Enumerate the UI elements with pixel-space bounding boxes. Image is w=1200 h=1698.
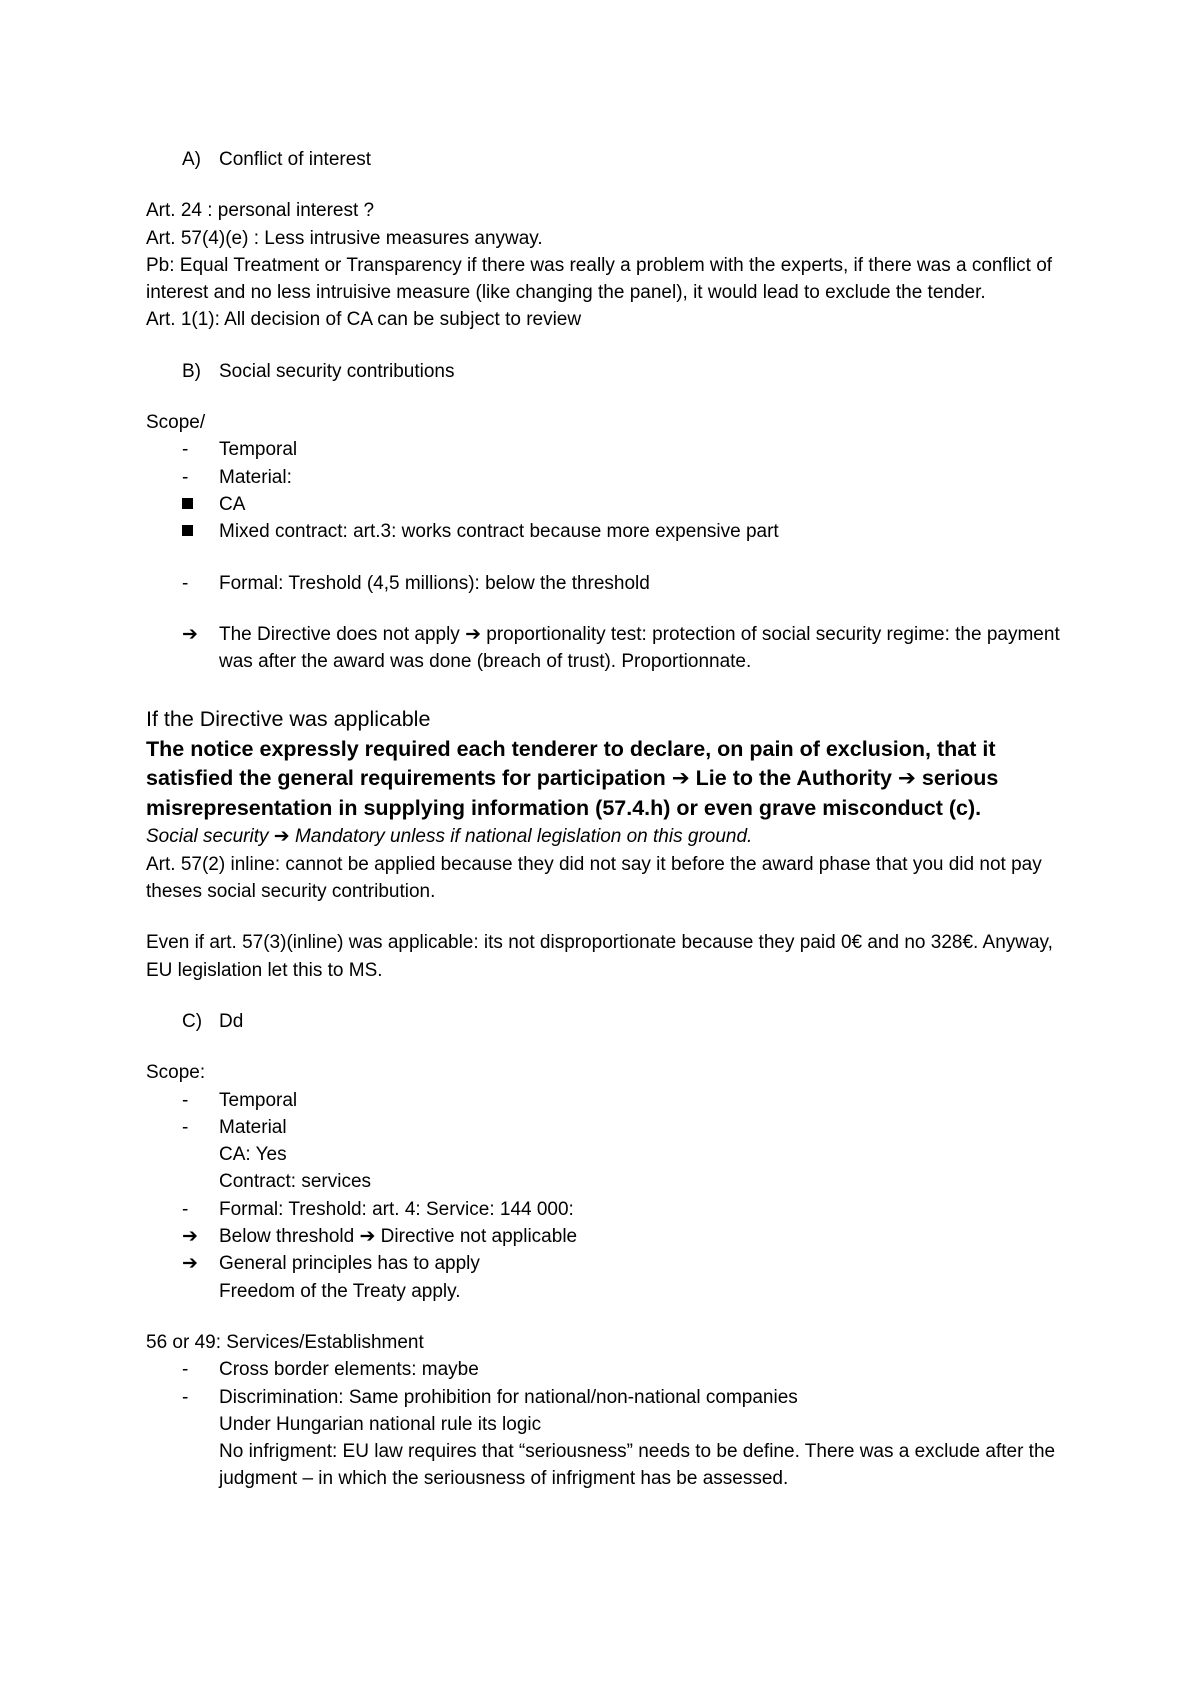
list-item: - Cross border elements: maybe — [146, 1356, 1076, 1383]
paragraph: Art. 57(4)(e) : Less intrusive measures anyway. — [146, 227, 543, 249]
list-item: - Material — [146, 1114, 1076, 1141]
notice-paragraph: The notice expressly required each tenderer to declare, on pain of exclusion, that it satisfied the general requirements for participation ➔ Lie to the Authority ➔ serious misrepresentation in supplying information (57.4.h) or even grave misconduct (c). — [146, 736, 999, 820]
italic-note: Social security ➔ Mandatory unless if national legislation on this ground. — [146, 826, 753, 848]
arrow-icon: ➔ — [359, 1226, 376, 1248]
square-bullet-icon — [182, 498, 193, 509]
dash-bullet: - — [182, 1116, 189, 1138]
section-b-label: B) — [182, 360, 201, 382]
paragraph: Even if art. 57(3)(inline) was applicable: its not disproportionate because they paid 0€ and no 328€. Anyway, EU legislation let this to MS. — [146, 932, 1053, 981]
dash-bullet: - — [182, 1089, 189, 1111]
indented-line: Freedom of the Treaty apply. — [219, 1280, 461, 1302]
section-c-heading — [146, 1008, 1076, 1035]
arrow-icon: ➔ — [182, 1253, 198, 1275]
list-item: Mixed contract: art.3: works contract because more expensive part — [146, 518, 1076, 545]
section-c-title: Dd — [219, 1010, 244, 1032]
paragraph: Art. 57(2) inline: cannot be applied because they did not say it before the award phase that you did not pay theses social security contribution. — [146, 853, 1042, 903]
arrow-list-item: ➔ Below threshold ➔ Directive not applicable — [146, 1223, 1076, 1250]
arrow-list-item: ➔ The Directive does not apply ➔ proportionality test: protection of social security regime: the payment was after the award was done (breach of trust). Proportionnate. — [146, 621, 1076, 676]
arrow-icon: ➔ — [465, 623, 481, 645]
section-a-label: A) — [182, 149, 201, 170]
section-c-label: C) — [182, 1010, 203, 1032]
list-item: - Formal: Treshold (4,5 millions): below the threshold — [146, 570, 1076, 597]
dash-bullet: - — [182, 572, 189, 594]
scope-label: Scope/ — [146, 412, 206, 434]
section-a-heading — [146, 146, 1076, 173]
document-body — [146, 146, 1076, 1493]
list-item: - Discrimination: Same prohibition for national/non-national companies — [146, 1384, 1076, 1411]
list-item: CA — [146, 491, 1076, 518]
section-a-title: Conflict of interest — [219, 149, 372, 170]
paragraph: Art. 1(1): All decision of CA can be subject to review — [146, 309, 582, 331]
section-b-title: Social security contributions — [219, 360, 455, 382]
dash-bullet: - — [182, 466, 189, 488]
arrow-icon: ➔ — [671, 766, 690, 791]
paragraph: 56 or 49: Services/Establishment — [146, 1331, 424, 1353]
dash-bullet: - — [182, 1386, 189, 1408]
subheading: If the Directive was applicable — [146, 707, 431, 732]
list-item: - Material: — [146, 464, 1076, 491]
list-item: - Formal: Treshold: art. 4: Service: 144 000: — [146, 1196, 1076, 1223]
square-bullet-icon — [182, 525, 193, 536]
arrow-list-item: ➔ General principles has to apply — [146, 1250, 1076, 1277]
paragraph: Art. 24 : personal interest ? — [146, 200, 375, 222]
indented-line: CA: Yes — [219, 1144, 287, 1166]
paragraph: Pb: Equal Treatment or Transparency if there was really a problem with the experts, if there was a conflict of interest and no less intruisive measure (like changing the panel), it would lead to exclude the tender. — [146, 254, 1053, 304]
arrow-icon: ➔ — [897, 766, 916, 791]
section-b-heading — [146, 358, 1076, 385]
dash-bullet: - — [182, 439, 189, 461]
arrow-icon: ➔ — [273, 826, 290, 848]
dash-bullet: - — [182, 1198, 189, 1220]
indented-line: Under Hungarian national rule its logic — [219, 1413, 542, 1435]
indented-line: No infrigment: EU law requires that “seriousness” needs to be define. There was a exclude after the judgment – in which the seriousness of infrigment has be assessed. — [219, 1441, 1056, 1490]
list-item: - Temporal — [146, 436, 1076, 463]
list-item: - Temporal — [146, 1087, 1076, 1114]
dash-bullet: - — [182, 1359, 189, 1381]
indented-line: Contract: services — [219, 1171, 372, 1193]
arrow-icon: ➔ — [182, 1226, 198, 1248]
scope-label: Scope: — [146, 1062, 206, 1084]
arrow-icon: ➔ — [182, 623, 198, 645]
